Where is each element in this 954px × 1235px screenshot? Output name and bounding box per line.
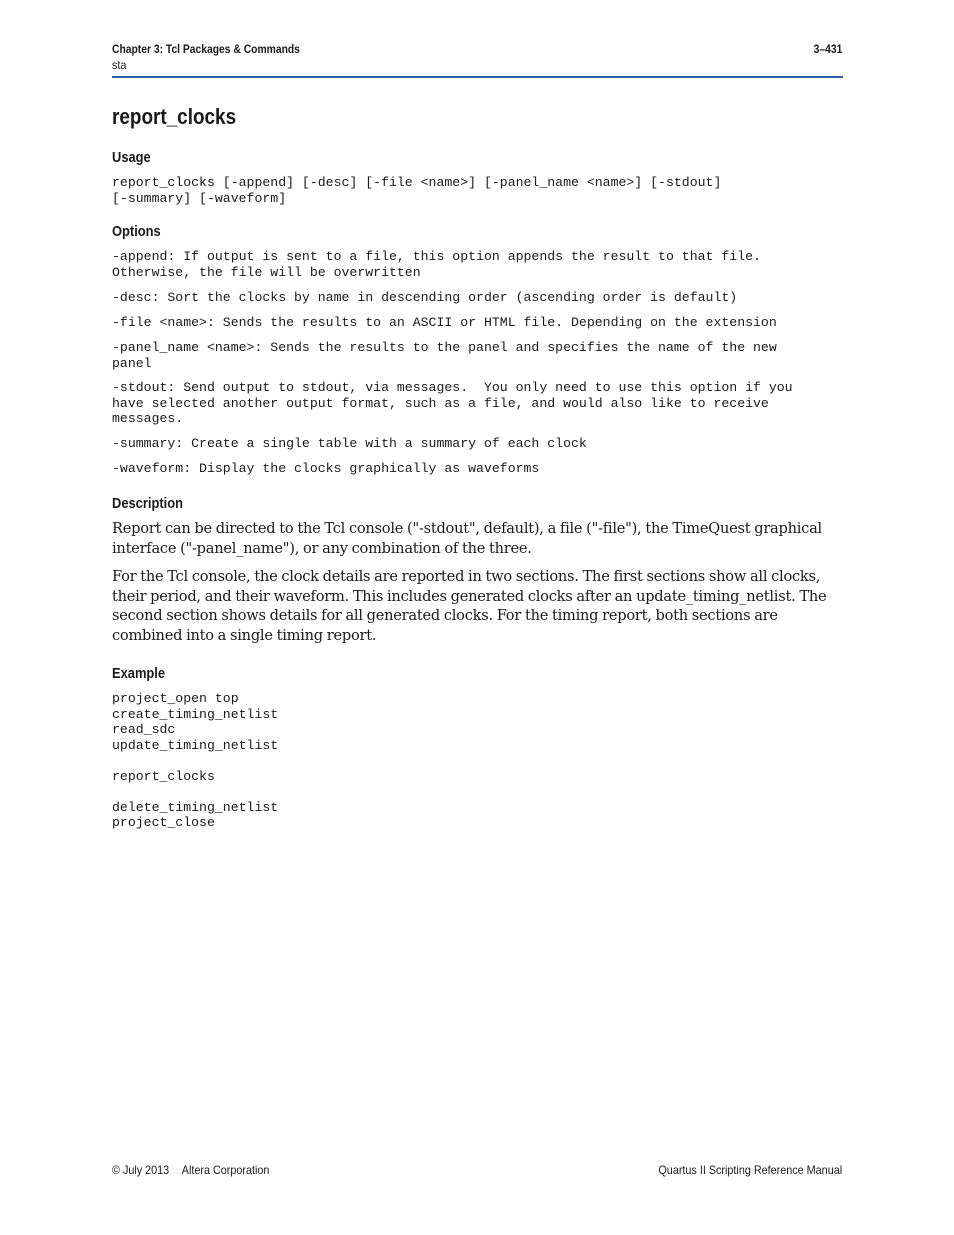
usage-line: [-summary] [-waveform]: [112, 190, 287, 206]
header-rule: [112, 76, 843, 78]
description-paragraph: Report can be directed to the Tcl console ("-stdout", default), a file ("-file"), the TimeQuest graphical interface ("-panel_name"), or any combination of the three.: [112, 520, 822, 557]
usage-line: report_clocks [-append] [-desc] [-file <name>] [-panel_name <name>] [-stdout]: [112, 175, 722, 190]
option-stdout: -stdout: Send output to stdout, via messages. You only need to use this option if you have selected another output format, such as a file, and would also like to receive messages.: [112, 380, 793, 426]
options-heading: Options: [112, 223, 161, 240]
description-paragraph: For the Tcl console, the clock details are reported in two sections. The first sections show all clocks, their period, and their waveform. This includes generated clocks after an update_timing_netlist. The second section shows details for all generated clocks. For the timing report, both sections are combined into a single timing report.: [112, 568, 827, 644]
option-desc: -desc: Sort the clocks by name in descending order (ascending order is default): [112, 290, 738, 305]
option-waveform: -waveform: Display the clocks graphically as waveforms: [112, 461, 540, 476]
page-number: 3–431: [813, 42, 842, 56]
option-append: -append: If output is sent to a file, this option appends the result to that file. Otherwise, the file will be overwritten: [112, 249, 761, 280]
option-file: -file <name>: Sends the results to an ASCII or HTML file. Depending on the extension: [112, 315, 777, 330]
footer-company: Altera Corporation: [181, 1163, 270, 1177]
page-footer-left: [112, 1163, 269, 1177]
chapter-title: Chapter 3: Tcl Packages & Commands: [112, 42, 300, 56]
footer-date: © July 2013: [112, 1163, 170, 1177]
usage-heading: Usage: [112, 149, 151, 166]
page-title: report_clocks: [112, 104, 237, 129]
usage-code: [112, 175, 721, 206]
option-summary: -summary: Create a single table with a summary of each clock: [112, 436, 587, 451]
description-heading: Description: [112, 495, 183, 512]
example-code: project_open top create_timing_netlist read_sdc update_timing_netlist report_clocks delete_timing_netlist project_close: [112, 691, 279, 830]
option-panel-name: -panel_name <name>: Sends the results to the panel and specifies the name of the new panel: [112, 340, 777, 371]
example-heading: Example: [112, 665, 166, 682]
footer-manual-title: Quartus II Scripting Reference Manual: [658, 1163, 842, 1177]
section-name: sta: [112, 58, 127, 72]
